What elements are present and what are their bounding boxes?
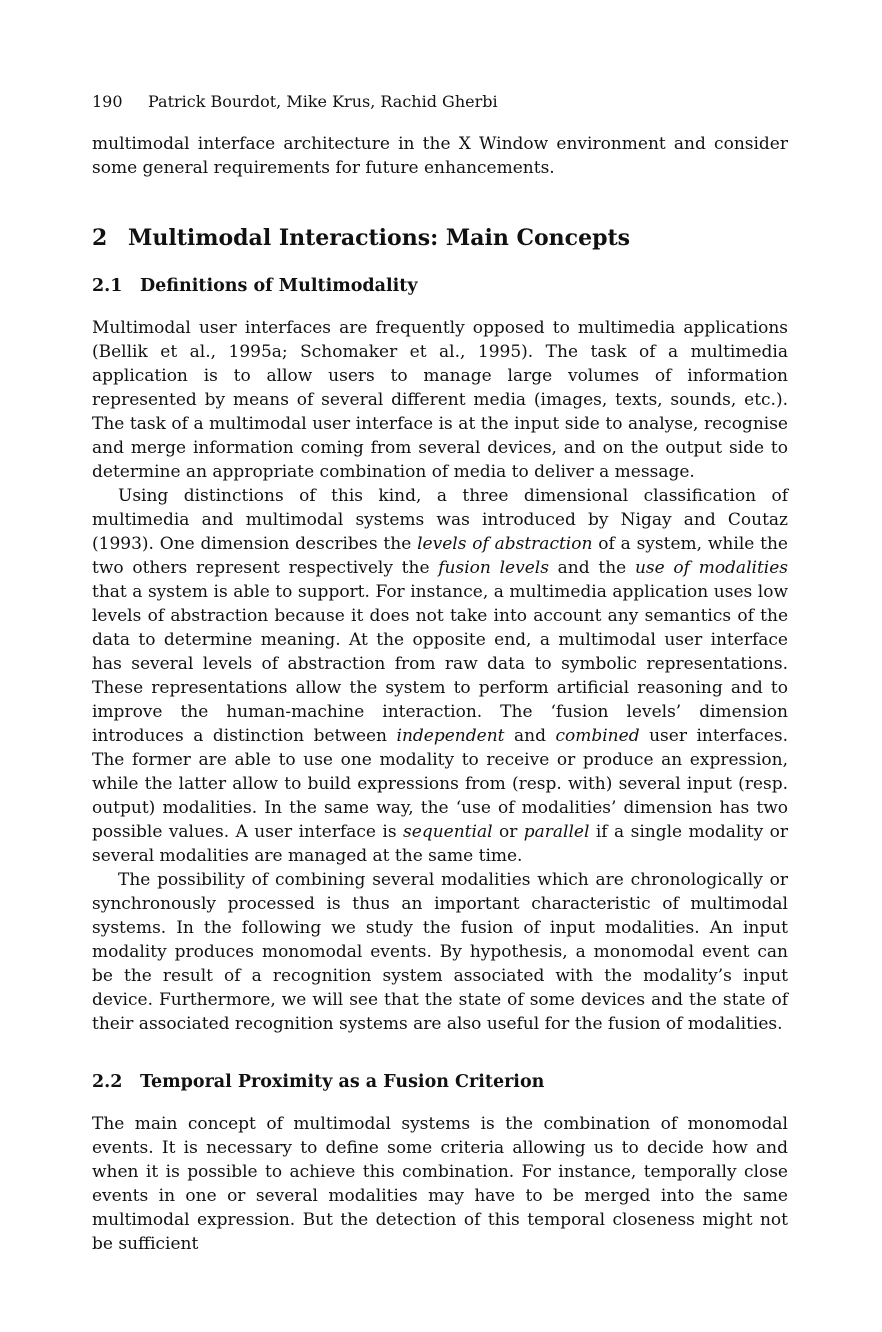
paragraph-2-1-1: Multimodal user interfaces are frequently opposed to multimedia applications (Bellik et al., 1995a; Schomaker et al., 1995). The task of a multimedia application is to allow users to manage large volumes of information represented by means of several different media (images, texts, sounds, etc.). The task of a multimodal user interface is at the input side to analyse, recognise and merge information coming from several devices, and on the output side to determine an appropriate combination of media to deliver a message.: [92, 318, 788, 482]
intro-paragraph: multimodal interface architecture in the X Window environment and consider some general requirements for future enhancements.: [92, 134, 788, 178]
section-number: 2: [92, 225, 108, 251]
term-combined: combined: [555, 726, 640, 746]
subsection-heading-2-1: [92, 274, 788, 298]
section-heading-2: [92, 224, 788, 252]
authors: Patrick Bourdot, Mike Krus, Rachid Gherbi: [148, 92, 498, 111]
paragraph-2-1-3: The possibility of combining several modalities which are chronologically or synchronously processed is thus an important characteristic of multimodal systems. In the following we study the fusion of input modalities. An input modality produces monomodal events. By hypothesis, a monomodal event can be the result of a recognition system associated with the modality’s input device. Furthermore, we will see that the state of some devices and the state of their associated recognition systems are also useful for the fusion of modalities.: [92, 870, 788, 1034]
paragraph-2-1-2: Using distinctions of this kind, a three dimensional classification of multimedia and multimodal systems was introduced by Nigay and Coutaz (1993). One dimension describes the levels of abstraction of a system, while the two others represent respectively the fusion levels and the use of modalities that a system is able to support. For instance, a multimedia application uses low levels of abstraction because it does not take into account any semantics of the data to determine meaning. At the opposite end, a multimodal user interface has several levels of abstraction from raw data to symbolic representations. These representations allow the system to perform artificial reasoning and to improve the human-machine interaction. The ‘fusion levels’ dimension introduces a distinction between independent and combined user interfaces. The former are able to use one modality to receive or produce an expression, while the latter allow to build expressions from (resp. with) several input (resp. output) modalities. In the same way, the ‘use of modalities’ dimension has two possible values. A user interface is sequential or parallel if a single modality or several modalities are managed at the same time.: [92, 486, 789, 866]
page-number: 190: [92, 92, 123, 111]
term-independent: independent: [396, 726, 505, 746]
term-parallel: parallel: [523, 822, 590, 842]
paragraph-2-2-1: The main concept of multimodal systems is the combination of monomodal events. It is necessary to define some criteria allowing us to decide how and when it is possible to achieve this combination. For instance, temporally close events in one or several modalities may have to be merged into the same multimodal expression. But the detection of this temporal closeness might not be sufficient: [92, 1114, 788, 1254]
subsection-title: Temporal Proximity as a Fusion Criterion: [140, 1072, 545, 1092]
subsection-number: 2.1: [92, 276, 123, 296]
term-use-of-modalities: use of modalities: [634, 558, 788, 578]
term-sequential: sequential: [403, 822, 493, 842]
subsection-title: Definitions of Multimodality: [140, 276, 418, 296]
section-title: Multimodal Interactions: Main Concepts: [128, 225, 630, 251]
term-fusion-levels: fusion levels: [438, 558, 549, 578]
subsection-number: 2.2: [92, 1072, 123, 1092]
term-levels-of-abstraction: levels of abstraction: [417, 534, 593, 554]
page-content: [92, 92, 788, 1256]
subsection-heading-2-2: [92, 1070, 788, 1094]
running-header: [92, 92, 788, 112]
